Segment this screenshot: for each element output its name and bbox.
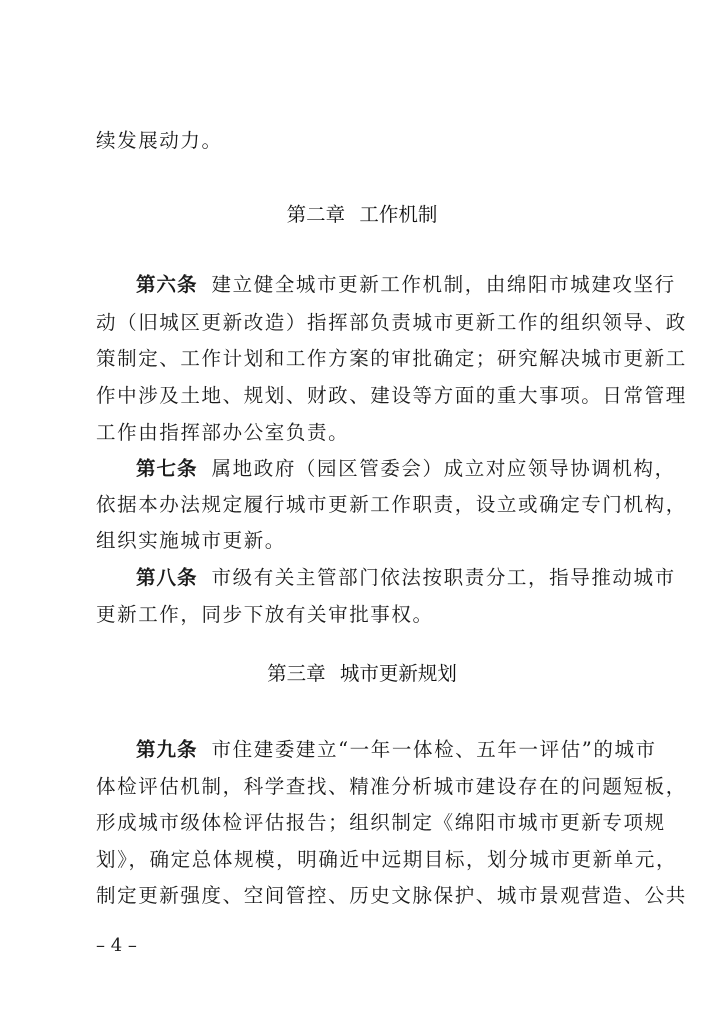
article-label: 第六条 (136, 273, 198, 296)
article-6-line-5: 工作由指挥部办公室负责。 (96, 421, 350, 444)
article-6-line-2: 动（旧城区更新改造）指挥部负责城市更新工作的组织领导、政 (96, 311, 687, 334)
article-text: 属地政府（园区管委会）成立对应领导协调机构， (211, 457, 676, 480)
article-6-line-4: 作中涉及土地、规划、财政、建设等方面的重大事项。日常管理 (96, 384, 687, 407)
article-7-line-3: 组织实施城市更新。 (96, 529, 286, 552)
article-9-line-3: 形成城市级体检评估报告；组织制定《绵阳市城市更新专项规 (96, 811, 666, 834)
article-9-line-2: 体检评估机制，科学查找、精准分析城市建设存在的问题短板， (96, 775, 687, 798)
article-6-line-1 (136, 273, 676, 297)
article-9-line-4: 划》，确定总体规模，明确近中远期目标，划分城市更新单元， (96, 848, 678, 871)
chapter-title: 工作机制 (359, 203, 438, 226)
article-7-line-1 (136, 457, 676, 481)
article-label: 第九条 (136, 738, 198, 761)
chapter-title: 城市更新规划 (339, 662, 457, 685)
article-9-line-1 (136, 738, 657, 762)
chapter-number: 第三章 (267, 662, 326, 685)
chapter-heading-3 (0, 662, 724, 686)
article-label: 第八条 (136, 566, 198, 589)
chapter-heading-2 (0, 203, 724, 227)
article-8-line-1 (136, 566, 676, 590)
continuation-line: 续发展动力。 (96, 129, 223, 152)
page-number: – 4 – (96, 935, 137, 956)
article-6-line-3: 策制定、工作计划和工作方案的审批确定；研究解决城市更新工 (96, 347, 687, 370)
article-9-line-5: 制定更新强度、空间管控、历史文脉保护、城市景观营造、公共 (96, 884, 687, 907)
article-label: 第七条 (136, 457, 198, 480)
article-text: 建立健全城市更新工作机制，由绵阳市城建攻坚行 (211, 273, 676, 296)
chapter-number: 第二章 (286, 203, 346, 226)
article-text: 市住建委建立“一年一体检、五年一评估”的城市 (211, 738, 657, 761)
article-8-line-2: 更新工作，同步下放有关审批事权。 (96, 603, 434, 626)
article-text: 市级有关主管部门依法按职责分工，指导推动城市 (211, 566, 676, 589)
article-7-line-2: 依据本办法规定履行城市更新工作职责，设立或确定专门机构， (96, 493, 687, 516)
